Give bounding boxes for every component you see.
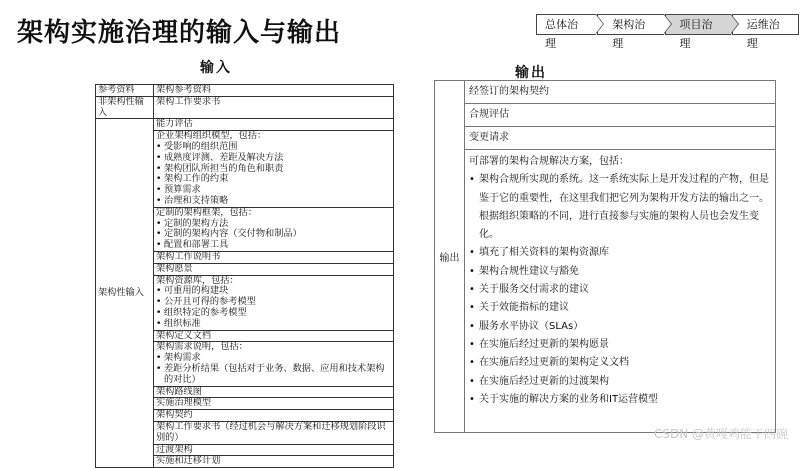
list-item: • 组织标准 [156,319,391,330]
table-cell-item: 架构工作说明书 [154,251,394,263]
table-cell-item [154,275,394,330]
bullet-list [156,353,391,385]
table-cell-item: 过渡架构 [154,444,394,456]
output-table [434,80,776,433]
breadcrumb-item-operations-governance[interactable]: 运维治理 [732,14,799,35]
table-cell-category: 参考资料 [96,85,154,97]
output-title: 输出 [515,65,547,81]
table-cell-category: 非架构性输入 [96,96,154,119]
table-row [465,150,775,412]
list-item: • 组织特定的参考模型 [156,308,391,319]
table-cell-item: 架构契约 [154,410,394,422]
list-item: • 受影响的组织范围 [156,142,391,153]
list-item: • 定制的架构内容（交付物和制品） [156,229,391,240]
table-row: 经签订的架构契约 [465,81,775,104]
list-item: • 关于实施的解决方案的业务和IT运营模型 [469,391,771,409]
watermark: CSDN @黄嘎鸡能干四碗 [653,427,788,441]
list-item: • 服务水平协议（SLAs） [469,318,771,336]
list-item: • 差距分析结果（包括对于业务、数据、应用和技术架构的对比） [156,364,391,386]
list-item: • 预算需求 [156,185,391,196]
breadcrumb [536,14,800,50]
item-heading: 架构需求说明，包括： [156,341,248,353]
table-cell-item [154,207,394,251]
breadcrumb-item-architecture-governance[interactable]: 架构治理 [597,14,663,35]
breadcrumb-item-overall-governance[interactable]: 总体治理 [536,14,596,35]
table-cell-item: 架构定义文档 [154,330,394,342]
table-cell-category: 架构性输入 [96,119,154,468]
list-item: • 公开且可得的参考模型 [156,297,391,308]
item-heading: 可部署的架构合规解决方案，包括： [469,156,629,167]
list-item: • 填充了相关资料的架构资源库 [469,244,771,262]
bullet-list [156,286,391,329]
bullet-list [469,171,771,409]
list-item: • 关于服务交付需求的建议 [469,281,771,299]
output-rows [465,81,775,412]
table-row [96,96,394,119]
table-cell-item: 实施和迁移计划 [154,456,394,468]
page-title: 架构实施治理的输入与输出 [17,18,342,48]
table-cell-item: 实施治理模型 [154,398,394,410]
table-row: 合规评估 [465,104,775,127]
table-row: 变更请求 [465,127,775,150]
breadcrumb-item-project-governance[interactable]: 项目治理 [665,14,731,35]
list-item: • 在实施后经过更新的架构愿景 [469,336,771,354]
table-cell-item: 架构参考资料 [154,85,394,97]
item-heading: 架构资源库，包括： [156,274,239,286]
table-row [96,119,394,131]
table-cell-item: 架构路线图 [154,386,394,398]
item-heading: 定制的架构框架，包括： [156,206,258,218]
list-item: • 在实施后经过更新的过渡架构 [469,373,771,391]
list-item: • 架构工作的约束 [156,174,391,185]
list-item: • 治理和支持策略 [156,196,391,207]
list-item: • 架构合规所实现的系统。这一系统实际上是开发过程的产物，但是鉴于它的重要性，在这里我们把它列为架构开发方法的输出之一。根据组织策略的不同，进行直接参与实施的架构人员也会发生变化。 [469,171,771,244]
input-table [95,84,394,468]
list-item: • 定制的架构方法 [156,219,391,230]
list-item: • 架构需求 [156,353,391,364]
table-row [96,85,394,97]
table-cell-item: 架构愿景 [154,263,394,275]
list-item: • 可重用的构建块 [156,286,391,297]
table-cell-item: 能力评估 [154,119,394,131]
input-title: 输入 [200,60,232,76]
list-item: • 关于效能指标的建议 [469,299,771,317]
bullet-list [156,219,391,251]
list-item: • 架构团队所担当的角色和职责 [156,164,391,175]
table-cell-item [154,342,394,386]
table-cell-item [154,131,394,208]
output-category-label: 输出 [435,81,465,432]
bullet-list [156,142,391,207]
list-item: • 架构合规性建议与豁免 [469,263,771,281]
list-item: • 在实施后经过更新的架构定义文档 [469,354,771,372]
table-cell-item: 架构工作要求书 [154,96,394,119]
list-item: • 成熟度评测、差距及解决方法 [156,153,391,164]
list-item: • 配置和部署工具 [156,240,391,251]
table-cell-item: 架构工作要求书（经过机会与解决方案和迁移规划阶段识别的） [154,421,394,444]
item-heading: 企业架构组织模型，包括： [156,130,267,142]
